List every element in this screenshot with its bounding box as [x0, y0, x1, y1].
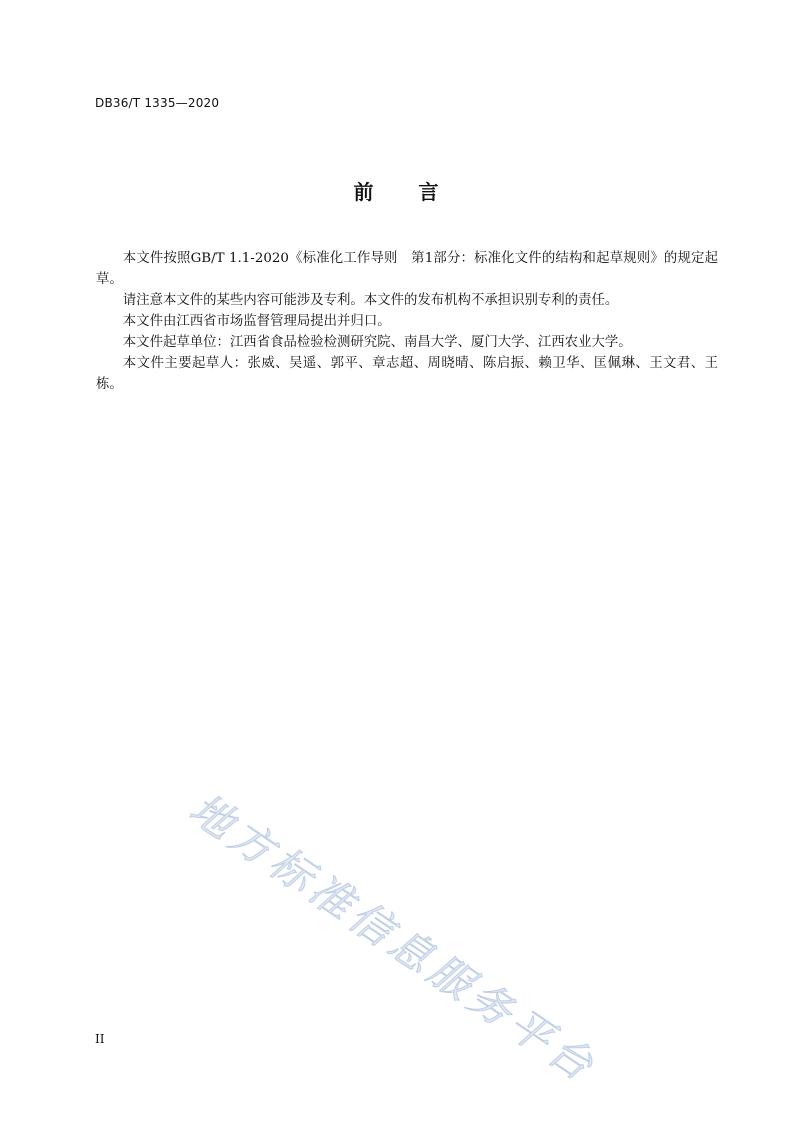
paragraph-patent-notice: 请注意本文件的某些内容可能涉及专利。本文件的发布机构不承担识别专利的责任。 [122, 293, 619, 308]
title-char-1: 前 [353, 180, 375, 204]
paragraph-drafting-rules: 本文件按照GB/T 1.1-2020《标准化工作导则 第1部分：标准化文件的结构和起草规则》的规定起草。 [96, 251, 718, 287]
title-char-2: 言 [418, 180, 440, 204]
paragraph-proposer: 本文件由江西省市场监督管理局提出并归口。 [122, 314, 391, 329]
watermark: 地方标准信息服务平台 [180, 783, 607, 1093]
foreword-body [96, 248, 718, 395]
page-title [0, 176, 793, 205]
page-number: II [95, 1032, 105, 1046]
paragraph-drafting-units: 本文件起草单位：江西省食品检验检测研究院、南昌大学、厦门大学、江西农业大学。 [122, 335, 632, 350]
document-code: DB36/T 1335—2020 [95, 96, 220, 110]
paragraph-drafters: 本文件主要起草人：张威、吴遥、郭平、章志超、周晓晴、陈启振、赖卫华、匡佩琳、王文君、王栋。 [96, 356, 718, 392]
